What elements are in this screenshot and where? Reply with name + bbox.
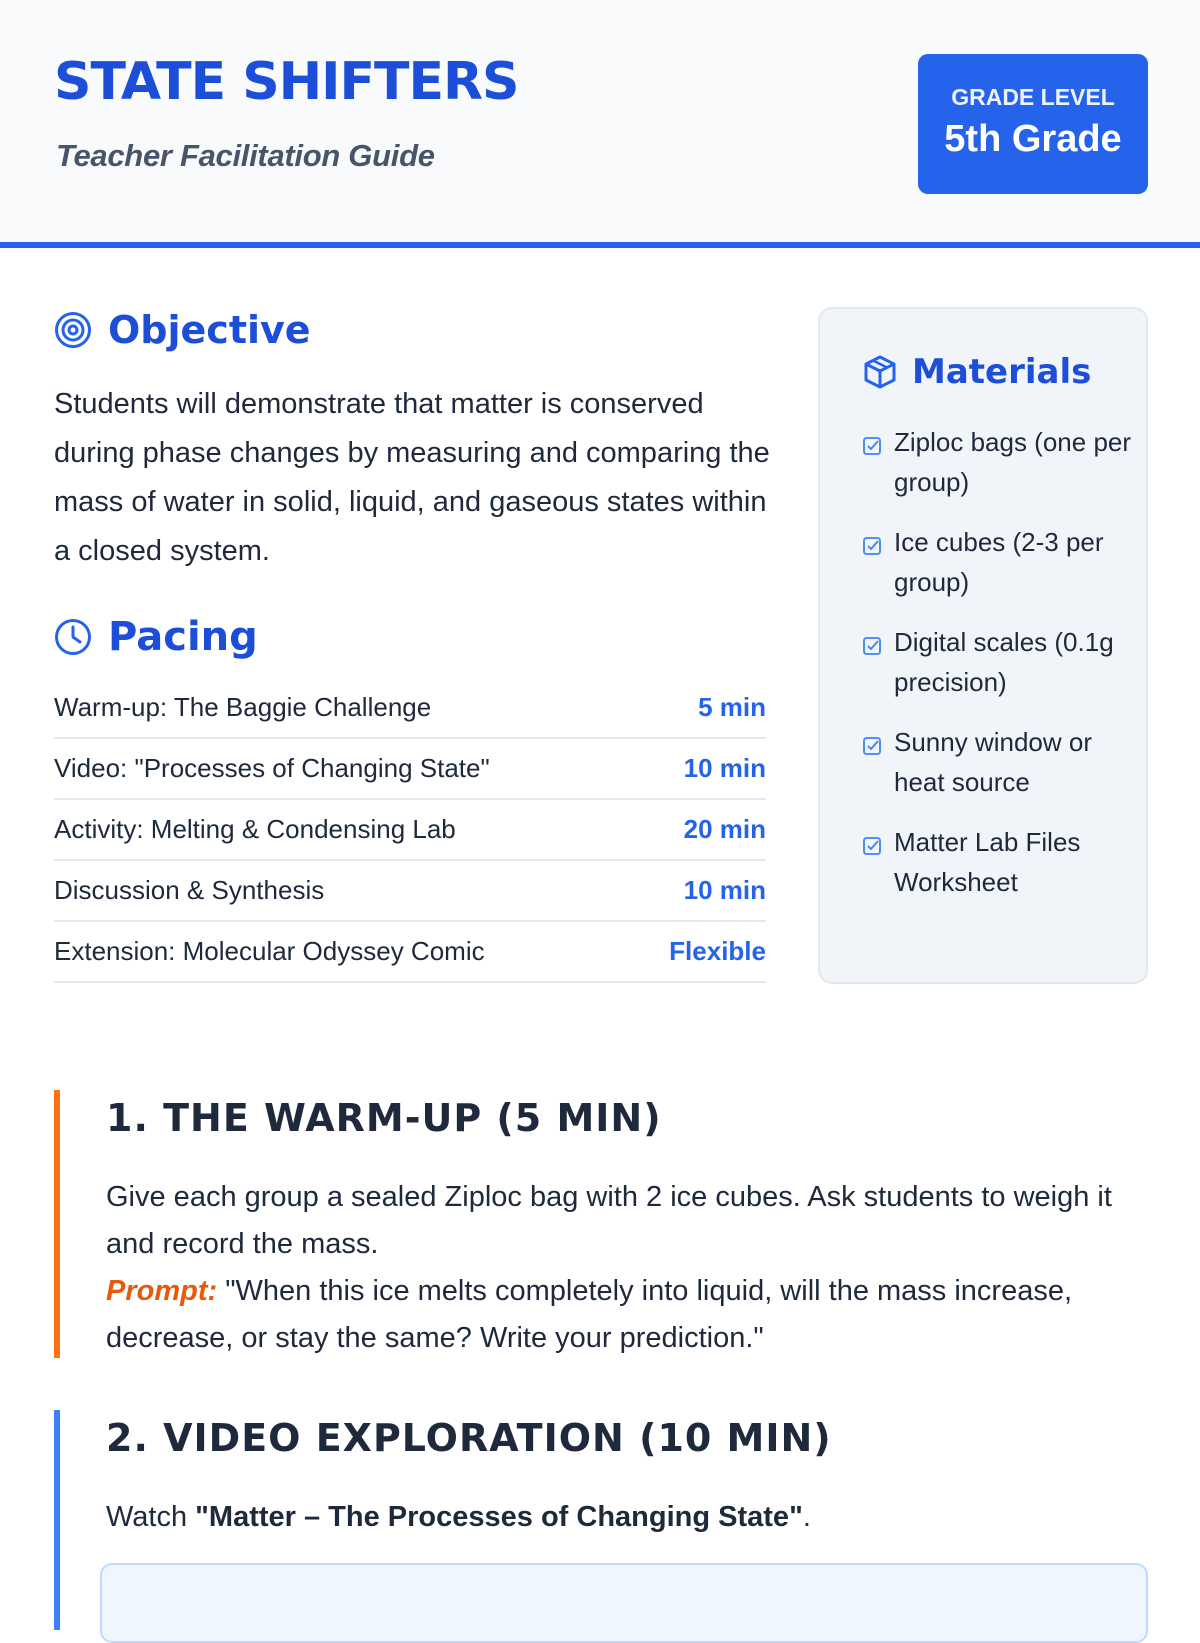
material-label: Ice cubes (2-3 per group) bbox=[894, 527, 1104, 597]
page-subtitle: Teacher Facilitation Guide bbox=[56, 138, 435, 173]
pacing-row bbox=[54, 678, 766, 739]
checkbox-icon bbox=[862, 736, 882, 761]
grade-level-badge bbox=[918, 54, 1148, 194]
checkbox-icon bbox=[862, 636, 882, 661]
clock-icon bbox=[54, 618, 92, 656]
page-header bbox=[0, 0, 1200, 248]
prompt-label: Prompt: bbox=[106, 1275, 218, 1307]
pacing-row bbox=[54, 922, 766, 983]
pacing-activity: Video: "Processes of Changing State" bbox=[54, 753, 490, 783]
warmup-instructions: Give each group a sealed Ziploc bag with 2 ice cubes. Ask students to weigh it and record the mass. bbox=[106, 1181, 1112, 1260]
pacing-heading bbox=[54, 614, 258, 660]
video-instructions bbox=[106, 1494, 1156, 1541]
prompt-text: "When this ice melts completely into liquid, will the mass increase, decrease, or stay the same? Write your prediction." bbox=[106, 1275, 1073, 1354]
video-heading: 2. VIDEO EXPLORATION (10 MIN) bbox=[106, 1416, 832, 1460]
pacing-time: 10 min bbox=[683, 753, 766, 783]
video-text-after: . bbox=[802, 1501, 811, 1533]
pacing-time: 20 min bbox=[683, 814, 766, 844]
pacing-table bbox=[54, 678, 766, 983]
page-title: STATE SHIFTERS bbox=[54, 52, 519, 112]
pacing-row bbox=[54, 739, 766, 800]
list-item bbox=[862, 422, 1132, 522]
list-item bbox=[862, 822, 1132, 922]
grade-level-label: GRADE LEVEL bbox=[951, 84, 1115, 110]
grade-level-value: 5th Grade bbox=[944, 118, 1122, 160]
list-item bbox=[862, 522, 1132, 622]
materials-heading bbox=[862, 352, 1091, 392]
warmup-section bbox=[54, 1090, 1148, 1358]
pacing-row bbox=[54, 800, 766, 861]
list-item bbox=[862, 722, 1132, 822]
checkbox-icon bbox=[862, 536, 882, 561]
pacing-time: Flexible bbox=[669, 936, 766, 966]
checkbox-icon bbox=[862, 836, 882, 861]
objective-heading-text: Objective bbox=[108, 308, 311, 352]
video-text-before: Watch bbox=[106, 1501, 196, 1533]
list-item bbox=[862, 622, 1132, 722]
pacing-activity: Discussion & Synthesis bbox=[54, 875, 325, 905]
pacing-time: 5 min bbox=[698, 692, 766, 722]
checkbox-icon bbox=[862, 436, 882, 461]
materials-list bbox=[862, 422, 1132, 922]
material-label: Digital scales (0.1g precision) bbox=[894, 627, 1114, 697]
video-title: "Matter – The Processes of Changing State" bbox=[195, 1501, 803, 1533]
warmup-prompt bbox=[106, 1268, 1156, 1362]
objective-text: Students will demonstrate that matter is conserved during phase changes by measuring and comparing the mass of water in solid, liquid, and gaseous states within a closed system. bbox=[54, 388, 770, 567]
target-icon bbox=[54, 311, 92, 349]
pacing-row bbox=[54, 861, 766, 922]
cube-icon bbox=[862, 354, 898, 390]
objective-heading bbox=[54, 308, 311, 352]
materials-heading-text: Materials bbox=[912, 352, 1092, 392]
pacing-activity: Activity: Melting & Condensing Lab bbox=[54, 814, 456, 844]
pacing-activity: Extension: Molecular Odyssey Comic bbox=[54, 936, 485, 966]
pacing-heading-text: Pacing bbox=[108, 614, 258, 660]
pacing-time: 10 min bbox=[683, 875, 766, 905]
pacing-activity: Warm-up: The Baggie Challenge bbox=[54, 692, 432, 722]
warmup-heading: 1. THE WARM-UP (5 MIN) bbox=[106, 1096, 662, 1140]
material-label: Ziploc bags (one per group) bbox=[894, 427, 1132, 497]
video-info-box bbox=[100, 1563, 1148, 1643]
material-label: Sunny window or heat source bbox=[894, 727, 1092, 797]
material-label: Matter Lab Files Worksheet bbox=[894, 827, 1081, 897]
